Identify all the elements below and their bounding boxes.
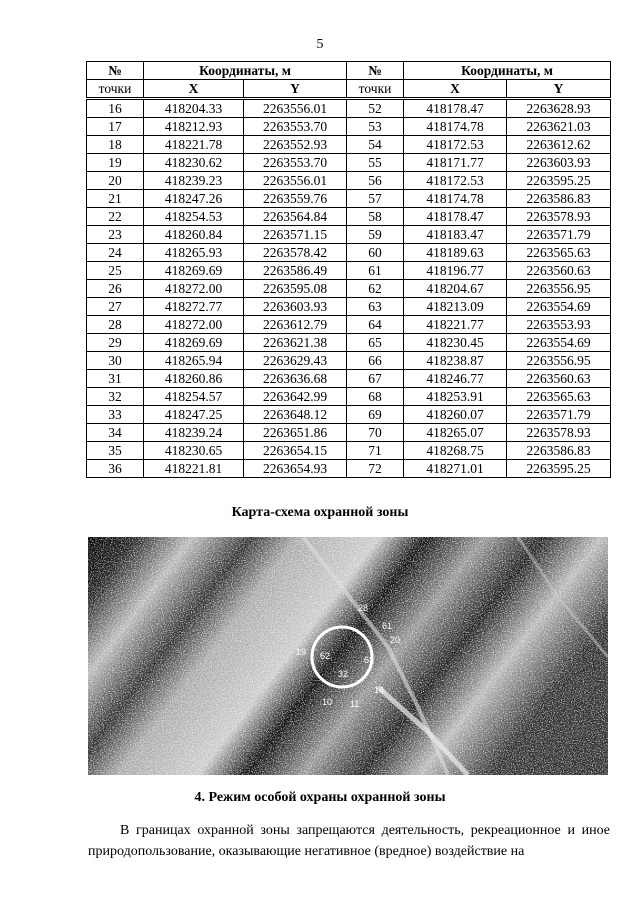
point-number-cell: 61 [347,262,404,280]
table-row [87,262,611,280]
table-row [87,460,611,478]
x-cell: 418174.78 [404,190,507,208]
y-cell: 2263642.99 [244,388,347,406]
point-number-cell: 35 [87,442,144,460]
table-row [87,442,611,460]
point-number-cell: 18 [87,136,144,154]
point-number-cell: 29 [87,334,144,352]
coords-header: Координаты, м [404,62,611,80]
y-cell: 2263553.70 [244,118,347,136]
x-cell: 418183.47 [404,226,507,244]
y-cell: 2263651.86 [244,424,347,442]
table-row [87,226,611,244]
x-cell: 418221.78 [144,136,244,154]
point-number-cell: 25 [87,262,144,280]
y-cell: 2263586.83 [507,442,611,460]
table-row [87,154,611,172]
x-cell: 418271.01 [404,460,507,478]
y-cell: 2263564.84 [244,208,347,226]
number-header: № [87,62,144,80]
point-number-cell: 64 [347,316,404,334]
coordinates-table [86,61,611,478]
section-paragraph: В границах охранной зоны запрещаются деятельность, рекреационное и иное природопользование, оказывающие негативное (вредное) воздействие на [88,823,610,859]
x-cell: 418265.93 [144,244,244,262]
y-header: Y [244,80,347,99]
table-row [87,190,611,208]
x-cell: 418254.53 [144,208,244,226]
y-cell: 2263603.93 [507,154,611,172]
point-number-cell: 60 [347,244,404,262]
point-number-cell: 17 [87,118,144,136]
point-number-cell: 26 [87,280,144,298]
map-scheme [88,537,608,775]
table-row [87,406,611,424]
x-cell: 418268.75 [404,442,507,460]
point-number-cell: 19 [87,154,144,172]
x-header: X [404,80,507,99]
x-cell: 418265.94 [144,352,244,370]
y-cell: 2263628.93 [507,99,611,118]
point-number-cell: 34 [87,424,144,442]
point-number-cell: 24 [87,244,144,262]
y-cell: 2263629.43 [244,352,347,370]
table-header-row-top [87,62,611,80]
y-cell: 2263556.01 [244,99,347,118]
table-row [87,244,611,262]
y-cell: 2263565.63 [507,388,611,406]
x-cell: 418246.77 [404,370,507,388]
y-cell: 2263603.93 [244,298,347,316]
y-cell: 2263552.93 [244,136,347,154]
y-cell: 2263621.38 [244,334,347,352]
coords-header: Координаты, м [144,62,347,80]
x-cell: 418269.69 [144,262,244,280]
y-cell: 2263560.63 [507,370,611,388]
x-cell: 418254.57 [144,388,244,406]
point-number-cell: 59 [347,226,404,244]
y-cell: 2263654.93 [244,460,347,478]
y-cell: 2263571.79 [507,406,611,424]
x-cell: 418265.07 [404,424,507,442]
y-cell: 2263560.63 [507,262,611,280]
y-cell: 2263553.70 [244,154,347,172]
x-cell: 418238.87 [404,352,507,370]
point-number-cell: 62 [347,280,404,298]
map-point-label: 62 [320,651,331,661]
x-cell: 418239.23 [144,172,244,190]
map-title: Карта-схема охранной зоны [231,505,409,520]
point-number-cell: 68 [347,388,404,406]
y-cell: 2263578.93 [507,424,611,442]
point-number-cell: 69 [347,406,404,424]
map-point-label: 20 [390,635,401,645]
point-number-cell: 66 [347,352,404,370]
x-cell: 418221.81 [144,460,244,478]
x-cell: 418260.86 [144,370,244,388]
x-cell: 418213.09 [404,298,507,316]
table-row [87,99,611,118]
table-row [87,172,611,190]
point-number-cell: 23 [87,226,144,244]
x-header: X [144,80,244,99]
x-cell: 418196.77 [404,262,507,280]
x-cell: 418272.77 [144,298,244,316]
y-cell: 2263612.62 [507,136,611,154]
x-cell: 418172.53 [404,172,507,190]
x-cell: 418212.93 [144,118,244,136]
number-header: № [347,62,404,80]
x-cell: 418204.67 [404,280,507,298]
table-row [87,424,611,442]
x-cell: 418230.62 [144,154,244,172]
x-cell: 418247.25 [144,406,244,424]
x-cell: 418174.78 [404,118,507,136]
point-number-cell: 28 [87,316,144,334]
y-cell: 2263565.63 [507,244,611,262]
y-cell: 2263586.83 [507,190,611,208]
point-number-cell: 22 [87,208,144,226]
map-point-label: 32 [338,669,349,679]
point-number-cell: 52 [347,99,404,118]
y-cell: 2263595.25 [507,460,611,478]
point-number-cell: 54 [347,136,404,154]
point-header: точки [87,80,144,99]
y-cell: 2263612.79 [244,316,347,334]
y-cell: 2263586.49 [244,262,347,280]
point-number-cell: 57 [347,190,404,208]
point-number-cell: 67 [347,370,404,388]
y-header: Y [507,80,611,99]
y-cell: 2263621.03 [507,118,611,136]
table-row [87,334,611,352]
point-number-cell: 71 [347,442,404,460]
point-header: точки [347,80,404,99]
y-cell: 2263578.42 [244,244,347,262]
table-row [87,136,611,154]
point-number-cell: 56 [347,172,404,190]
y-cell: 2263553.93 [507,316,611,334]
point-number-cell: 70 [347,424,404,442]
point-number-cell: 36 [87,460,144,478]
table-row [87,118,611,136]
table-row [87,208,611,226]
y-cell: 2263578.93 [507,208,611,226]
y-cell: 2263556.95 [507,352,611,370]
table-row [87,316,611,334]
y-cell: 2263556.95 [507,280,611,298]
x-cell: 418230.65 [144,442,244,460]
table-row [87,352,611,370]
section-heading: 4. Режим особой охраны охранной зоны [194,790,446,805]
point-number-cell: 63 [347,298,404,316]
point-number-cell: 65 [347,334,404,352]
point-number-cell: 53 [347,118,404,136]
map-point-label: 10 [322,697,333,707]
x-cell: 418247.26 [144,190,244,208]
page-number: 5 [316,37,324,52]
point-number-cell: 27 [87,298,144,316]
map-noise [88,537,608,775]
y-cell: 2263571.79 [507,226,611,244]
map-point-label: 14 [374,685,385,695]
point-number-cell: 72 [347,460,404,478]
x-cell: 418272.00 [144,280,244,298]
table-row [87,370,611,388]
point-number-cell: 21 [87,190,144,208]
y-cell: 2263595.25 [507,172,611,190]
point-number-cell: 31 [87,370,144,388]
y-cell: 2263654.15 [244,442,347,460]
x-cell: 418253.91 [404,388,507,406]
point-number-cell: 33 [87,406,144,424]
point-number-cell: 55 [347,154,404,172]
y-cell: 2263595.08 [244,280,347,298]
x-cell: 418172.53 [404,136,507,154]
x-cell: 418178.47 [404,208,507,226]
map-point-label: 11 [350,699,360,709]
x-cell: 418269.69 [144,334,244,352]
x-cell: 418239.24 [144,424,244,442]
map-point-label: 28 [358,603,369,613]
y-cell: 2263559.76 [244,190,347,208]
map-image [88,537,608,775]
map-point-label: 61 [382,621,393,631]
table-body [87,99,611,478]
table-row [87,388,611,406]
x-cell: 418221.77 [404,316,507,334]
table-row [87,280,611,298]
x-cell: 418260.84 [144,226,244,244]
x-cell: 418230.45 [404,334,507,352]
point-number-cell: 32 [87,388,144,406]
y-cell: 2263554.69 [507,334,611,352]
x-cell: 418171.77 [404,154,507,172]
y-cell: 2263554.69 [507,298,611,316]
x-cell: 418272.00 [144,316,244,334]
map-point-label: 19 [296,647,307,657]
x-cell: 418178.47 [404,99,507,118]
point-number-cell: 30 [87,352,144,370]
point-number-cell: 20 [87,172,144,190]
table-row [87,298,611,316]
point-number-cell: 58 [347,208,404,226]
map-point-label: 63 [364,655,375,665]
y-cell: 2263556.01 [244,172,347,190]
x-cell: 418204.33 [144,99,244,118]
x-cell: 418260.07 [404,406,507,424]
y-cell: 2263648.12 [244,406,347,424]
y-cell: 2263636.68 [244,370,347,388]
y-cell: 2263571.15 [244,226,347,244]
table-header-row-bottom [87,80,611,99]
x-cell: 418189.63 [404,244,507,262]
point-number-cell: 16 [87,99,144,118]
